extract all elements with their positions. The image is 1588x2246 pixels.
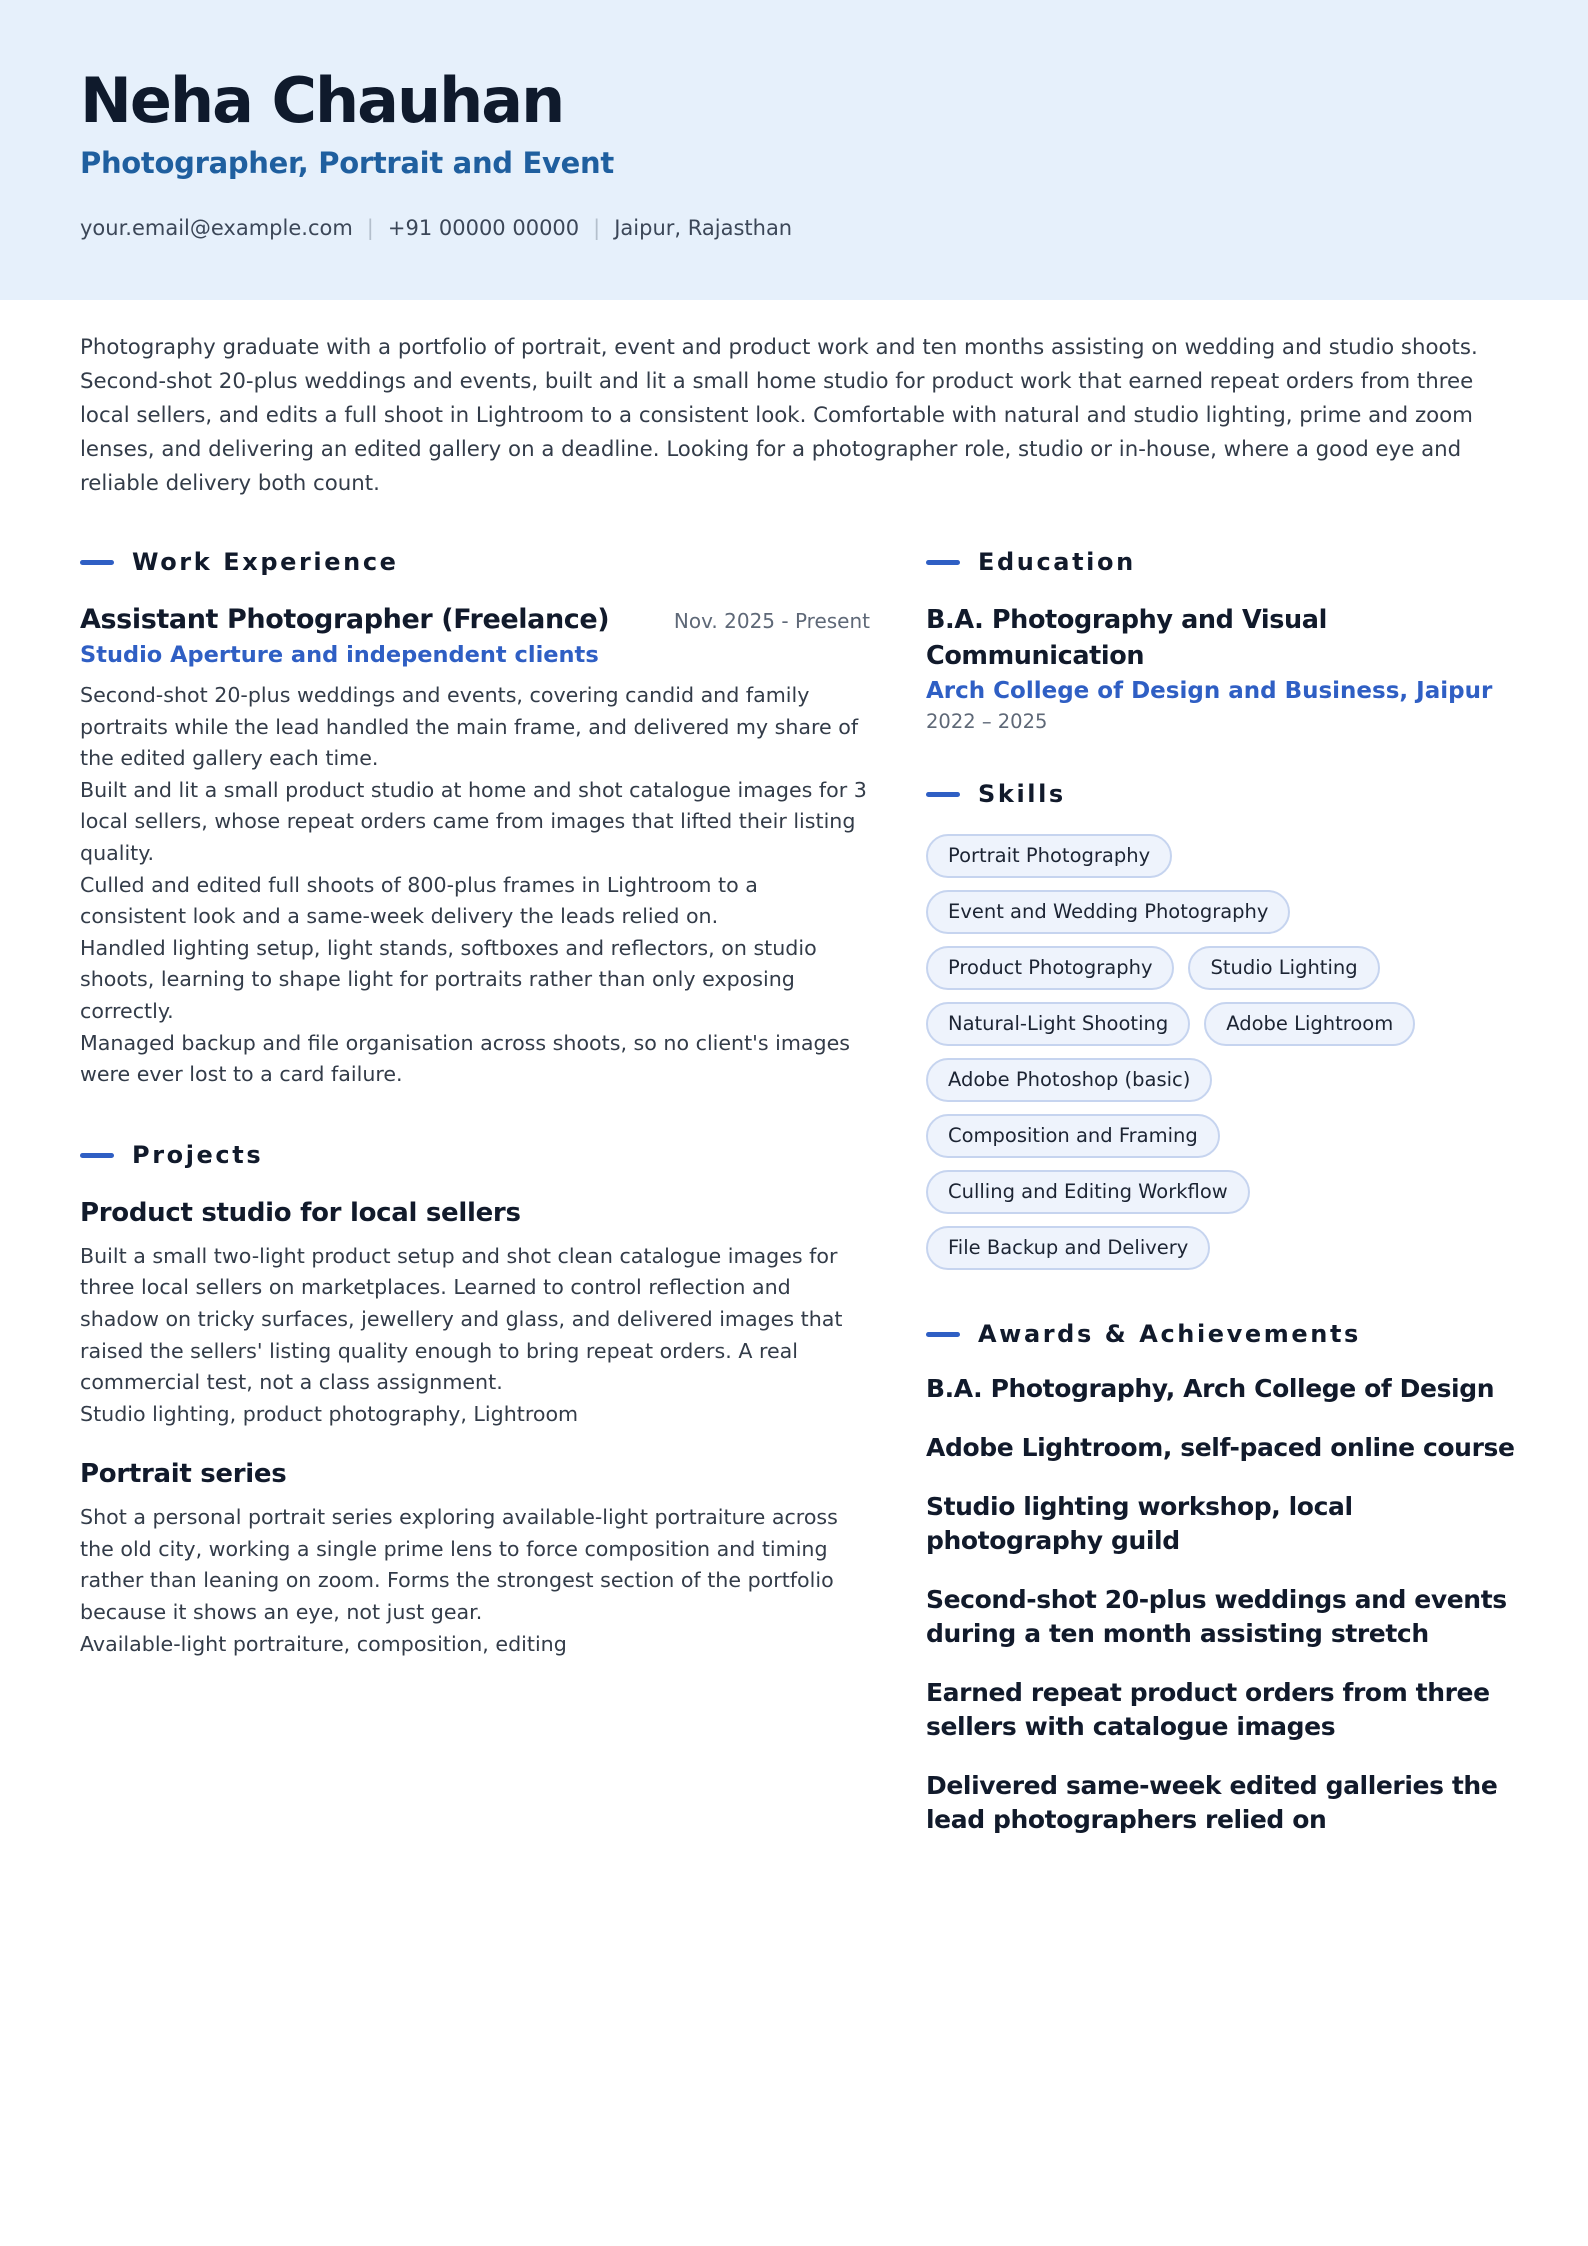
job-organization: Studio Aperture and independent clients — [80, 642, 599, 668]
section-accent-bar — [926, 1332, 960, 1337]
project-title: Product studio for local sellers — [80, 1197, 521, 1228]
section-title: Skills — [978, 780, 1066, 808]
project-entry — [80, 1193, 870, 1431]
section-title: Work Experience — [132, 548, 399, 576]
award-item: Second-shot 20-plus weddings and events during a ten month assisting stretch — [926, 1585, 1507, 1648]
section-heading-work — [80, 540, 870, 584]
candidate-title: Photographer, Portrait and Event — [80, 146, 614, 180]
skill-chip: Portrait Photography — [926, 834, 1172, 878]
skill-chip: Composition and Framing — [926, 1114, 1220, 1158]
list-item: Second-shot 20-plus weddings and events, covering candid and family portraits while the lead handled the main frame, and delivered my share of the edited gallery each time. — [80, 683, 859, 771]
section-title: Education — [978, 548, 1136, 576]
section-heading-skills — [926, 772, 1526, 816]
section-accent-bar — [80, 560, 114, 565]
resume-header — [0, 0, 1588, 300]
job-title: Assistant Photographer (Freelance) — [80, 604, 610, 635]
job-entry — [80, 600, 870, 1091]
section-accent-bar — [80, 1153, 114, 1158]
project-description: Built a small two-light product setup and shot clean catalogue images for three local sellers on marketplaces. Learned to control reflection and shadow on tricky surfaces, jewellery and glass, and delivered images that raised the sellers' listing quality enough to bring repeat orders. A real commercial test, not a class assignment. — [80, 1243, 843, 1395]
job-bullets — [80, 680, 870, 1091]
section-accent-bar — [926, 560, 960, 565]
award-item: Studio lighting workshop, local photography guild — [926, 1492, 1353, 1555]
candidate-name: Neha Chauhan — [80, 64, 564, 137]
section-title: Awards & Achievements — [978, 1320, 1361, 1348]
skill-chip: Adobe Photoshop (basic) — [926, 1058, 1212, 1102]
skill-chip: Natural-Light Shooting — [926, 1002, 1190, 1046]
education-entry — [926, 602, 1526, 736]
skill-chip: File Backup and Delivery — [926, 1226, 1210, 1270]
contact-separator: | — [593, 216, 601, 240]
list-item: Handled lighting setup, light stands, softboxes and reflectors, on studio shoots, learning to shape light for portraits rather than only exposing correctly. — [80, 935, 817, 1023]
list-item: Culled and edited full shoots of 800-plus frames in Lightroom to a consistent look and a same-week delivery the leads relied on. — [80, 872, 758, 929]
skills-list — [926, 834, 1526, 1270]
award-item: Earned repeat product orders from three sellers with catalogue images — [926, 1678, 1490, 1741]
section-heading-awards — [926, 1312, 1526, 1356]
section-heading-projects — [80, 1133, 870, 1177]
project-description: Shot a personal portrait series exploring available-light portraiture across the old city, working a single prime lens to force composition and timing rather than leaning on zoom. Forms the strongest section of the portfolio because it shows an eye, not just gear. — [80, 1505, 838, 1625]
project-tech: Studio lighting, product photography, Lightroom — [80, 1401, 579, 1426]
job-header — [80, 600, 870, 640]
project-title: Portrait series — [80, 1459, 287, 1490]
project-tech: Available-light portraiture, composition, editing — [80, 1631, 567, 1656]
award-item: Delivered same-week edited galleries the lead photographers relied on — [926, 1771, 1498, 1834]
list-item: Built and lit a small product studio at home and shot catalogue images for 3 local sellers, whose repeat orders came from images that lifted their listing quality. — [80, 777, 867, 865]
skill-chip: Product Photography — [926, 946, 1174, 990]
awards-list — [926, 1372, 1526, 1837]
education-degree: B.A. Photography and Visual Communication — [926, 605, 1327, 671]
right-column — [926, 540, 1526, 1862]
contact-line — [80, 213, 792, 243]
skill-chip: Studio Lighting — [1188, 946, 1379, 990]
education-years: 2022 – 2025 — [926, 710, 1048, 733]
section-title: Projects — [132, 1140, 264, 1169]
job-dates: Nov. 2025 - Present — [673, 609, 870, 633]
education-school: Arch College of Design and Business, Jaipur — [926, 678, 1493, 704]
skill-chip: Culling and Editing Workflow — [926, 1170, 1250, 1214]
list-item: Managed backup and file organisation across shoots, so no client's images were ever lost to a card failure. — [80, 1030, 850, 1087]
award-item: Adobe Lightroom, self-paced online course — [926, 1433, 1515, 1462]
contact-phone[interactable]: +91 00000 00000 — [387, 216, 580, 240]
project-entry — [80, 1454, 870, 1660]
professional-summary: Photography graduate with a portfolio of portrait, event and product work and ten months assisting on wedding and studio shoots. Second-shot 20-plus weddings and events, built and lit a small home studio for product work that earned repeat orders from three local sellers, and edits a full shoot in Lightroom to a consistent look. Comfortable with natural and studio lighting, prime and zoom lenses, and delivering an edited gallery on a deadline. Looking for a photographer role, studio or in-house, where a good eye and reliable delivery both count. — [80, 335, 1478, 496]
contact-location: Jaipur, Rajasthan — [614, 216, 793, 240]
skill-chip: Event and Wedding Photography — [926, 890, 1290, 934]
section-heading-education — [926, 540, 1526, 584]
award-item: B.A. Photography, Arch College of Design — [926, 1374, 1495, 1403]
left-column — [80, 540, 870, 1660]
section-accent-bar — [926, 792, 960, 797]
contact-separator: | — [366, 216, 374, 240]
contact-email[interactable]: your.email@example.com — [80, 216, 353, 240]
skill-chip: Adobe Lightroom — [1204, 1002, 1415, 1046]
